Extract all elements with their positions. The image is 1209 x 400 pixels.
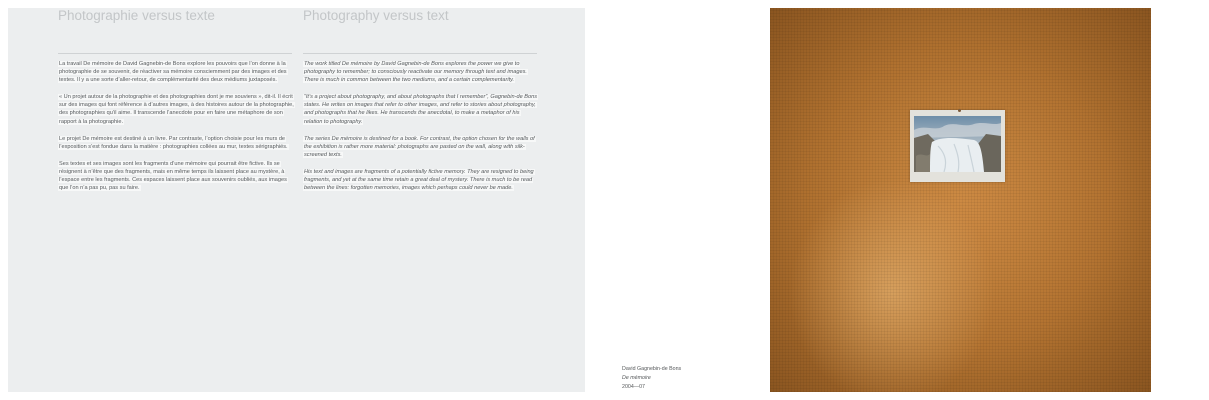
pinned-print [910, 110, 1005, 182]
english-column [303, 60, 539, 201]
english-paragraph-text: The series De mémoire is destined for a book. For contrast, the option chosen for the walls of the exhibition is rather more material: photographs are pasted on the wall, along with silk-screened texts. [304, 135, 535, 158]
english-paragraph-text: His text and images are fragments of a potentially fictive memory. They are resigned to being fragments, and yet at the same time retain a great deal of mystery. There is much to be read between the lines: forgotten memories, images which perhaps could never be made. [304, 168, 534, 192]
heading-english: Photography versus text [303, 8, 449, 23]
pin-icon [958, 109, 961, 112]
caption-title: De mémoire [622, 375, 651, 381]
heading-french: Photographie versus texte [58, 8, 215, 23]
english-paragraph-text: The work titled De mémoire by David Gagnebin-de Bons explores the power we give to photography to remember; to consciously reactivate our memory through text and images. There is much in common between the two mediums, and a certain complementarity. [304, 61, 527, 84]
mountain-waterfall-image [914, 116, 1001, 172]
english-paragraph [303, 93, 539, 125]
french-paragraph [58, 60, 294, 84]
english-paragraph [303, 168, 539, 192]
french-paragraph-text: « Un projet autour de la photographie et des photographies dont je me souviens », dit-il. Il écrit sur des images qui font référence à d’autres images, à des histoires autour de la photographie, des photographies qu’il aime. Il transcende l’anecdote pour en faire une métaphore de son rapport à la photographie. [59, 94, 294, 125]
french-paragraph-text: Le projet De mémoire est destiné à un livre. Par contraste, l’option choisie pour les murs de l’exposition s’est fondue dans la matière : photographies collées au mur, textes sérigraphiés. [59, 135, 288, 150]
french-paragraph-text: La travail De mémoire de David Gagnebin-de Bons explore les pouvoirs que l’on donne à la photographie de se souvenir, de réactiver sa mémoire consciemment par des images et des textes. Il y a une sorte d’aller-retour, de complémentarité des deux médiums juxtaposés. [59, 61, 287, 84]
english-paragraph-text: “It’s a project about photography, and about photographs that I remember”, Gagnebin-de Bons states. He writes on images that refer to other images, and refer to stories about photography, and photographs that he likes. He transcends the anecdotal, to make a metaphor of his relation to photography. [304, 94, 538, 125]
artwork-caption [622, 365, 681, 392]
english-paragraph [303, 60, 539, 84]
caption-artist: David Gagnebin-de Bons [622, 366, 682, 372]
french-paragraph-text: Ses textes et ses images sont les fragments d’une mémoire qui pourrait être fictive. Ils se résignent à n’être que des fragments, mais en même temps ils laissent place au mystère, à l’espace entre les fragments. Ces espaces laissent place aux souvenirs oubliés, aux images que l’on n’a pas pu, pas su faire. [59, 160, 287, 192]
french-paragraph [58, 93, 294, 125]
left-page [8, 8, 585, 392]
rule-english [303, 53, 537, 54]
rule-french [58, 53, 292, 54]
wall-photograph [770, 8, 1151, 392]
english-paragraph [303, 135, 539, 159]
caption-years: 2004—07 [622, 384, 645, 390]
french-paragraph [58, 135, 294, 151]
french-paragraph [58, 160, 294, 192]
french-column [58, 60, 294, 201]
